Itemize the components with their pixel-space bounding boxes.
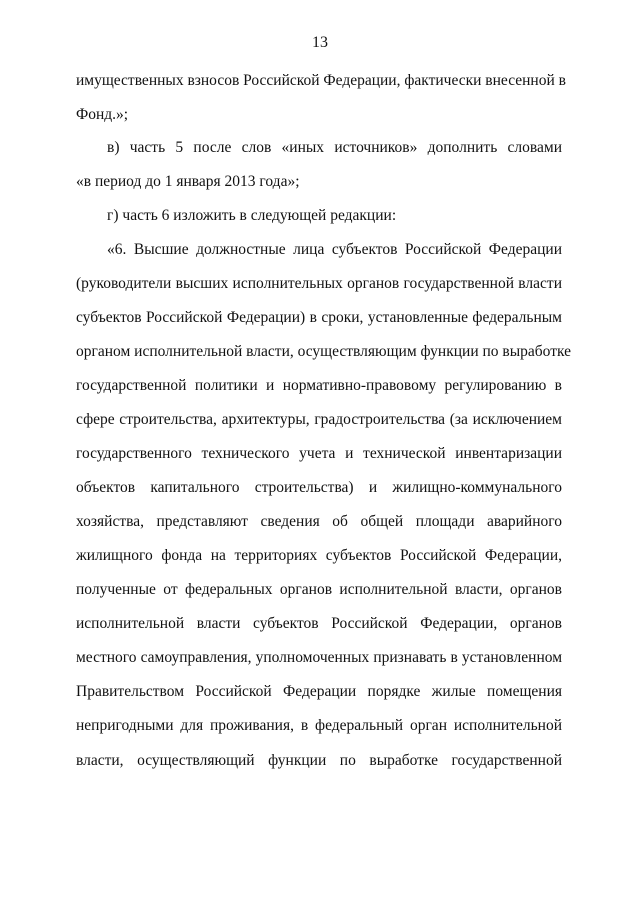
text-line: непригодными для проживания, в федеральный орган исполнительной [76,717,562,734]
text-line: жилищного фонда на территориях субъектов Российской Федерации, [76,547,562,564]
text-line: (руководители высших исполнительных органов государственной власти [76,275,562,292]
text-line: исполнительной власти субъектов Российской Федерации, органов [76,615,562,632]
page-number: 13 [312,34,328,51]
text-line: хозяйства, представляют сведения об общей площади аварийного [76,513,562,530]
text-line: г) часть 6 изложить в следующей редакции: [107,207,397,224]
text-line: «в период до 1 января 2013 года»; [76,173,300,190]
text-line: государственного технического учета и технической инвентаризации [76,445,562,462]
text-line: субъектов Российской Федерации) в сроки, установленные федеральным [76,309,562,326]
text-line: органом исполнительной власти, осуществляющим функции по выработке [76,343,572,360]
text-line: местного самоуправления, уполномоченных признавать в установленном [76,649,562,666]
text-line: государственной политики и нормативно-правовому регулированию в [76,377,562,394]
text-line: Фонд.»; [76,106,129,123]
text-line: имущественных взносов Российской Федерации, фактически внесенной в [76,72,566,89]
text-line: «6. Высшие должностные лица субъектов Российской Федерации [107,241,562,258]
text-line: Правительством Российской Федерации порядке жилые помещения [76,683,562,700]
text-line: в) часть 5 после слов «иных источников» дополнить словами [107,139,562,156]
text-line: власти, осуществляющий функции по выработке государственной [76,752,562,769]
text-line: объектов капитального строительства) и жилищно-коммунального [76,479,562,496]
text-line: полученные от федеральных органов исполнительной власти, органов [76,581,562,598]
text-line: сфере строительства, архитектуры, градостроительства (за исключением [76,411,562,428]
